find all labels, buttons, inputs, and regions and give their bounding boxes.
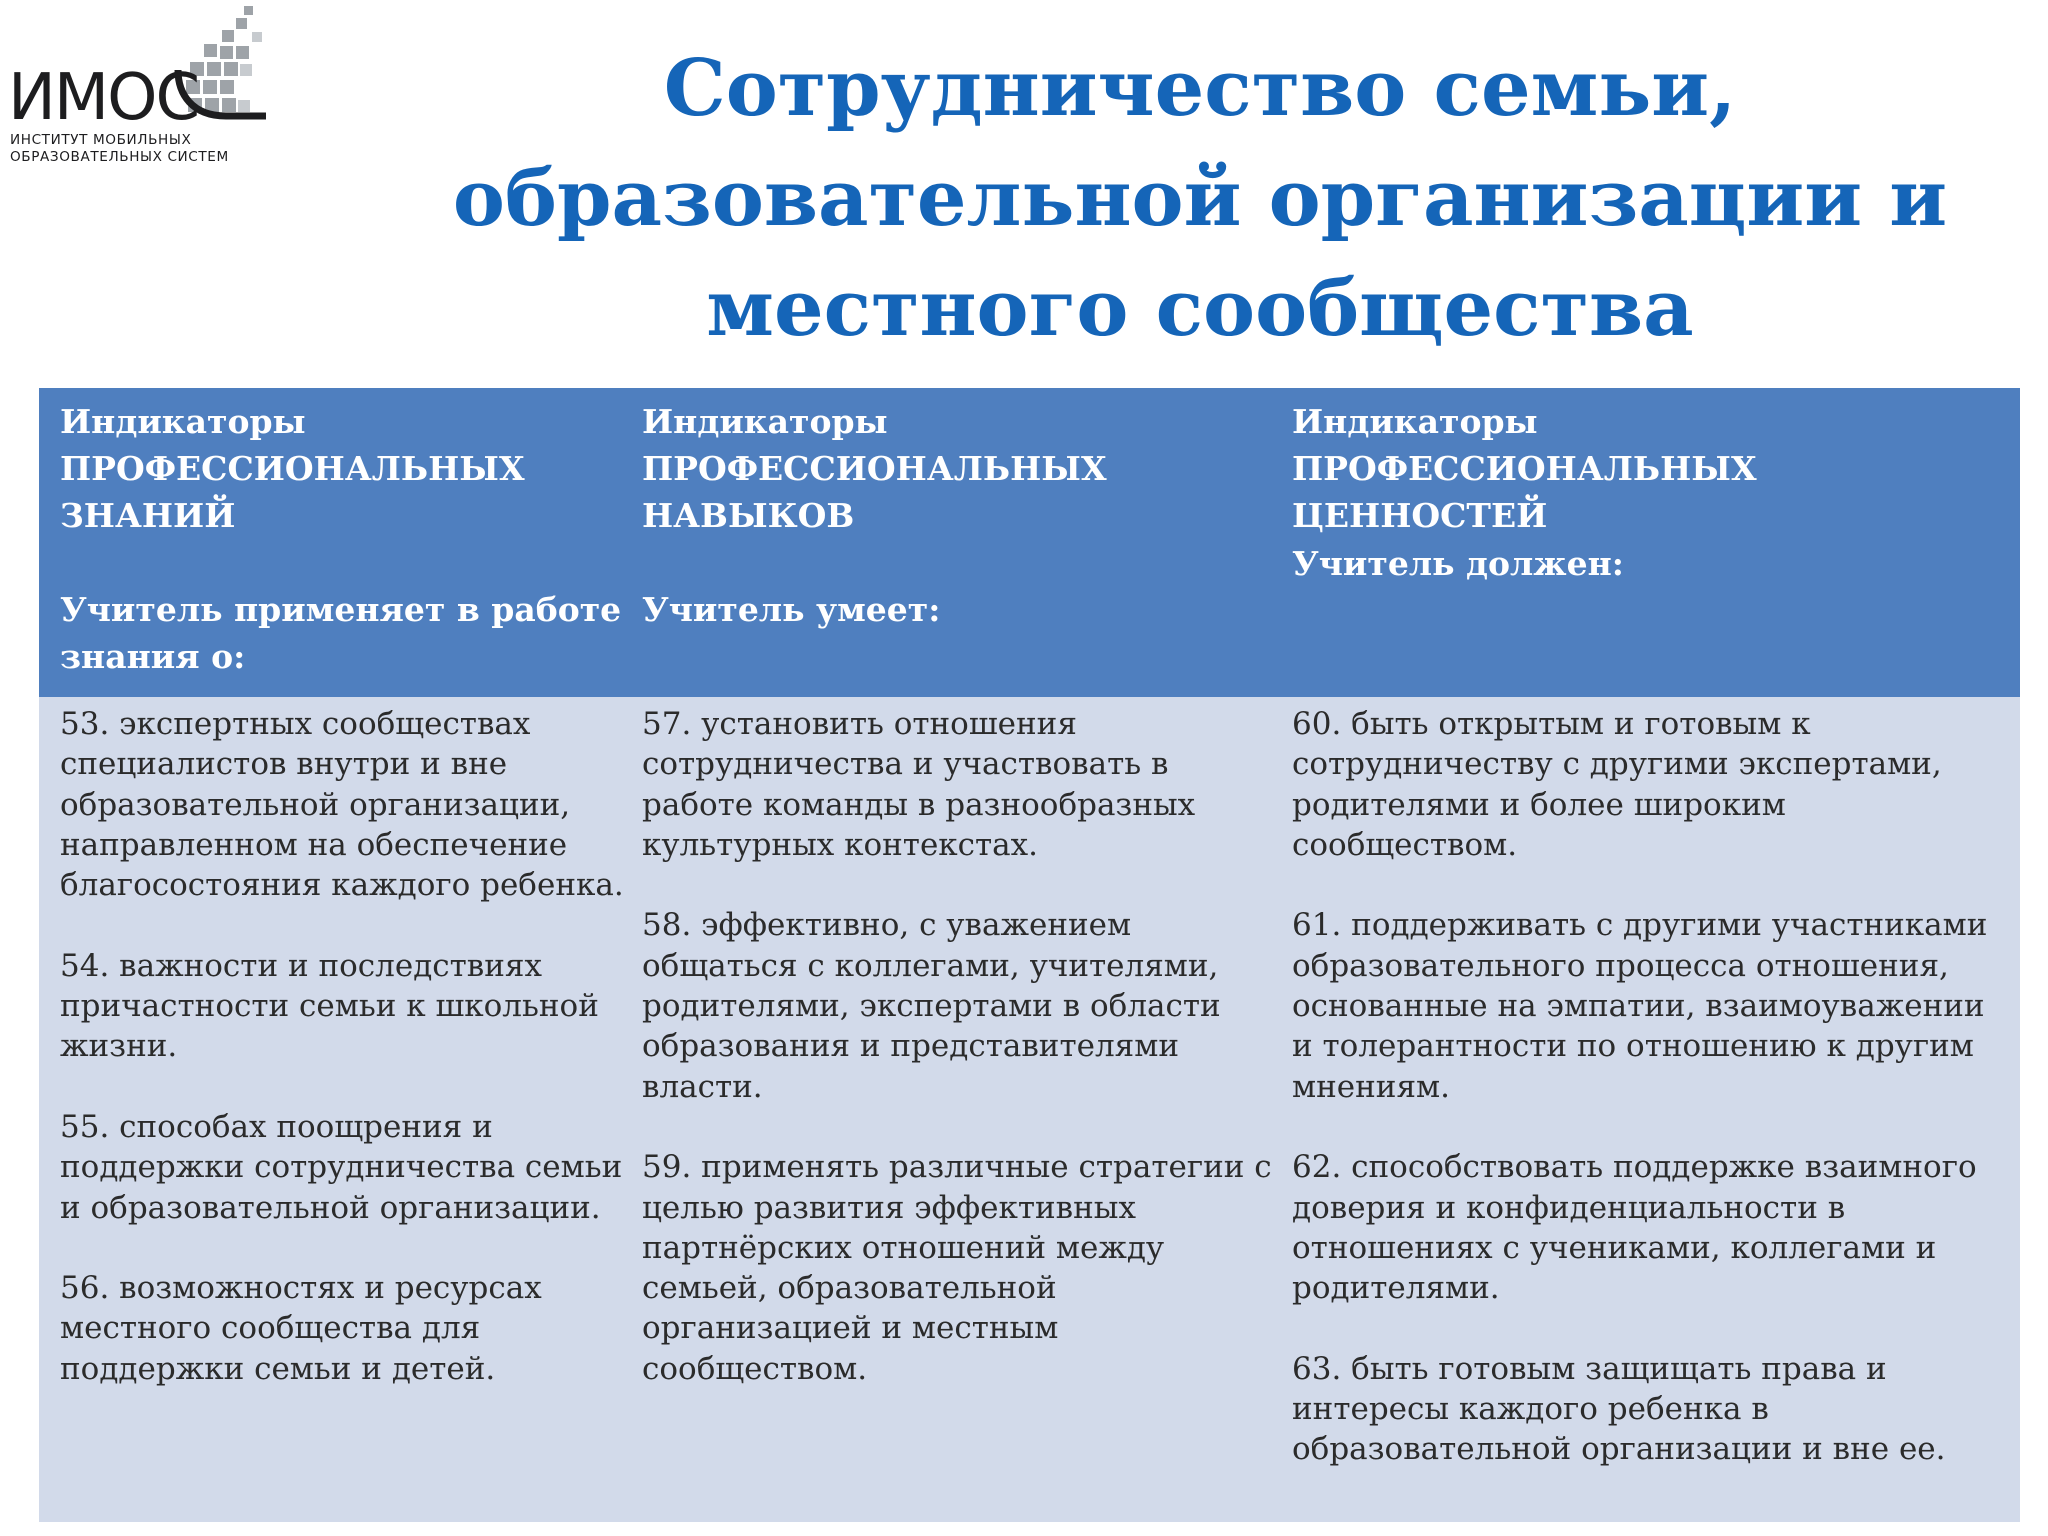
page-title xyxy=(420,34,1980,364)
indicator-item: 59. применять различные стратегии с целью развития эффективных партнёрских отношений между семьей, образовательной организацией и местным сообществом. xyxy=(642,1149,1272,1387)
indicators-table xyxy=(39,388,2020,1522)
logo-subtitle-line2: ОБРАЗОВАТЕЛЬНЫХ СИСТЕМ xyxy=(10,149,229,165)
body-cell-knowledge xyxy=(60,704,630,1389)
header-caption: Индикаторы ПРОФЕССИОНАЛЬНЫХ ЦЕННОСТЕЙ xyxy=(1292,402,1757,535)
indicator-item: 55. способах поощрения и поддержки сотрудничества семьи и образовательной организации. xyxy=(60,1108,623,1226)
header-subcaption: Учитель должен: xyxy=(1292,544,1624,583)
title-line-3: местного сообщества xyxy=(706,263,1694,354)
indicator-item: 53. экспертных сообществах специалистов внутри и вне образовательной организации, направленном на обеспечение благосостояния каждого ребенка. xyxy=(60,706,624,904)
logo-subtitle-line1: ИНСТИТУТ МОБИЛЬНЫХ xyxy=(10,132,192,148)
indicator-item: 57. установить отношения сотрудничества и участвовать в работе команды в разнообразных культурных контекстах. xyxy=(642,706,1196,863)
logo-wordmark: ИМОС xyxy=(8,61,199,135)
indicator-item: 54. важности и последствиях причастности семьи к школьной жизни. xyxy=(60,947,599,1065)
header-subcaption: Учитель применяет в работе знания о: xyxy=(60,590,622,676)
indicator-item: 60. быть открытым и готовым к сотрудничеству с другими экспертами, родителями и более широким сообществом. xyxy=(1292,706,1942,863)
indicator-item: 62. способствовать поддержке взаимного доверия и конфиденциальности в отношениях с учениками, коллегами и родителями. xyxy=(1292,1149,1977,1307)
header-caption: Индикаторы ПРОФЕССИОНАЛЬНЫХ ЗНАНИЙ xyxy=(60,402,525,535)
indicator-item: 63. быть готовым защищать права и интересы каждого ребенка в образовательной организации и вне ее. xyxy=(1292,1350,1946,1468)
indicator-item: 58. эффективно, с уважением общаться с коллегами, учителями, родителями, экспертами в области образования и представителями власти. xyxy=(642,907,1221,1105)
title-line-2: образовательной организации и xyxy=(452,153,1948,244)
header-subcaption: Учитель умеет: xyxy=(642,590,941,629)
header-cell-knowledge xyxy=(60,398,630,680)
header-cell-skills xyxy=(642,398,1282,633)
header-cell-values xyxy=(1292,398,2012,587)
header-caption: Индикаторы ПРОФЕССИОНАЛЬНЫХ НАВЫКОВ xyxy=(642,402,1107,535)
imos-logo xyxy=(4,4,288,174)
title-line-1: Сотрудничество семьи, xyxy=(663,43,1737,134)
body-cell-skills xyxy=(642,704,1282,1389)
indicator-item: 61. поддерживать с другими участниками образовательного процесса отношения, основанные на эмпатии, взаимоуважении и толерантности по отношению к другим мнениям. xyxy=(1292,907,1988,1105)
indicator-item: 56. возможностях и ресурсах местного сообщества для поддержки семьи и детей. xyxy=(60,1270,542,1387)
body-cell-values xyxy=(1292,704,2012,1470)
